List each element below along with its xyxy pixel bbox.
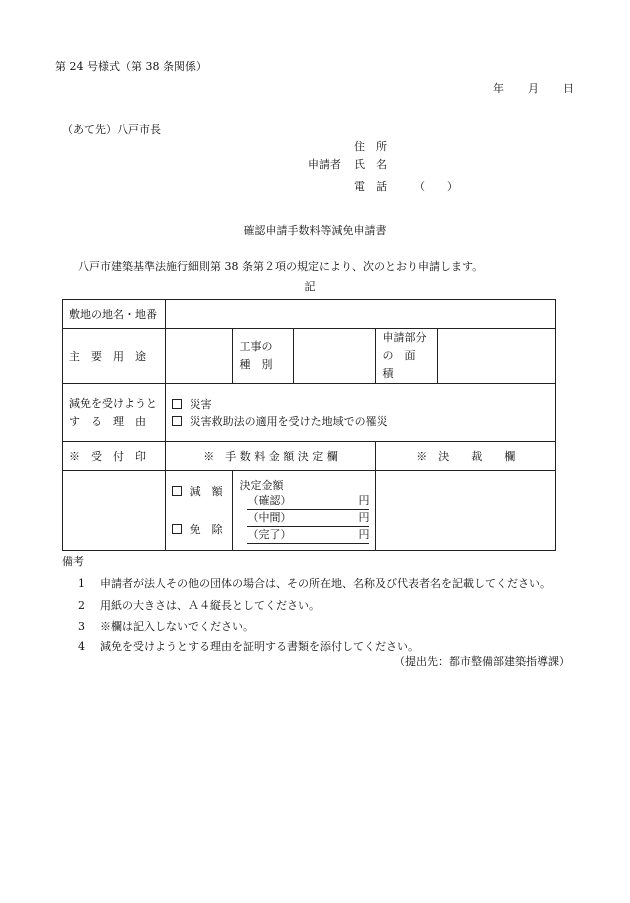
application-table [62, 299, 556, 551]
reason-label-line2: す る 理 由 [69, 414, 146, 428]
disaster-checkbox[interactable] [172, 399, 182, 409]
amount-label: （中間） [247, 511, 292, 524]
note-text: 用紙の大きさは、Ａ４縦長としてください。 [100, 599, 320, 612]
amount-line-interim [247, 510, 369, 527]
decision-header: ※ 決 裁 欄 [376, 442, 556, 471]
reason-options [165, 384, 555, 442]
reason-label-line1: 減免を受けようと [69, 396, 157, 410]
note-number: 1 [78, 577, 85, 590]
relief-area-checkbox[interactable] [172, 416, 182, 426]
site-value [165, 300, 555, 329]
note-text: ※欄は記入しないでください。 [100, 620, 254, 633]
decided-amount-label: 決定金額 [239, 479, 284, 492]
amount-unit: 円 [358, 528, 370, 541]
use-label-text: 主 要 用 途 [69, 350, 146, 363]
document-title: 確認申請手数料等減免申請書 [243, 224, 387, 237]
note-item [78, 575, 551, 591]
reduction-option [172, 482, 227, 501]
reason-option-2-text: 災害救助法の適用を受けた地域での罹災 [189, 414, 388, 428]
reduction-label: 減 額 [189, 485, 223, 498]
exemption-checkbox[interactable] [172, 524, 182, 534]
use-label [63, 329, 166, 384]
note-text: 減免を受けようとする理由を証明する書類を添付してください。 [100, 640, 419, 653]
fee-header: ※ 手 数 料 金 額 決 定 欄 [165, 442, 376, 471]
notes-heading: 備考 [62, 555, 84, 568]
reduction-exemption-options [165, 471, 233, 551]
work-type-label-line2: 種 別 [239, 358, 273, 371]
reason-option-disaster [172, 396, 549, 413]
reason-label [63, 384, 166, 442]
amount-line-confirmation [247, 493, 369, 510]
area-label-line1: 申請部分 [382, 331, 427, 344]
phone-label: 電 話 [354, 180, 387, 193]
note-item [78, 638, 419, 654]
note-number: 3 [78, 620, 85, 633]
amount-line-completion [247, 527, 369, 544]
decided-amount-cell [233, 471, 376, 551]
decision-area [376, 471, 556, 551]
use-value [165, 329, 233, 384]
work-type-label-line1: 工事の [239, 340, 273, 353]
date-month: 月 [528, 82, 539, 95]
note-number: 2 [78, 599, 85, 612]
ki-label: 記 [304, 280, 316, 293]
amount-label: （完了） [247, 528, 292, 541]
reason-option-1-text: 災害 [189, 397, 212, 411]
note-item [78, 597, 320, 613]
date-day: 日 [563, 82, 574, 95]
area-label-line2: の 面 積 [382, 349, 427, 380]
date-year: 年 [493, 82, 504, 95]
amount-unit: 円 [358, 494, 370, 507]
note-item [78, 618, 254, 634]
exemption-option [172, 520, 227, 539]
phone-parens: （ ） [414, 180, 458, 193]
work-type-label [233, 329, 294, 384]
addressee: （あて先）八戸市長 [62, 123, 161, 136]
note-text: 申請者が法人その他の団体の場合は、その所在地、名称及び代表者名を記載してください。 [100, 577, 551, 590]
area-value [437, 329, 555, 384]
address-label: 住 所 [354, 140, 387, 153]
applicant-role-label: 申請者 [308, 158, 341, 171]
amount-unit: 円 [358, 511, 370, 524]
receipt-stamp-area [63, 471, 166, 551]
reason-option-relief [172, 413, 549, 430]
name-label: 氏 名 [354, 158, 387, 171]
amount-label: （確認） [247, 494, 292, 507]
form-number: 第 24 号様式（第 38 条関係） [55, 60, 207, 73]
area-label [376, 329, 437, 384]
work-type-value [294, 329, 376, 384]
site-label: 敷地の地名・地番 [63, 300, 166, 329]
note-number: 4 [78, 640, 85, 653]
exemption-label: 免 除 [189, 523, 223, 536]
submit-to: （提出先：都市整備部建築指導課） [394, 655, 570, 668]
reduction-checkbox[interactable] [172, 486, 182, 496]
receipt-header: ※ 受 付 印 [63, 442, 166, 471]
intro-text: 八戸市建築基準法施行細則第 38 条第２項の規定により、次のとおり申請します。 [78, 260, 484, 273]
